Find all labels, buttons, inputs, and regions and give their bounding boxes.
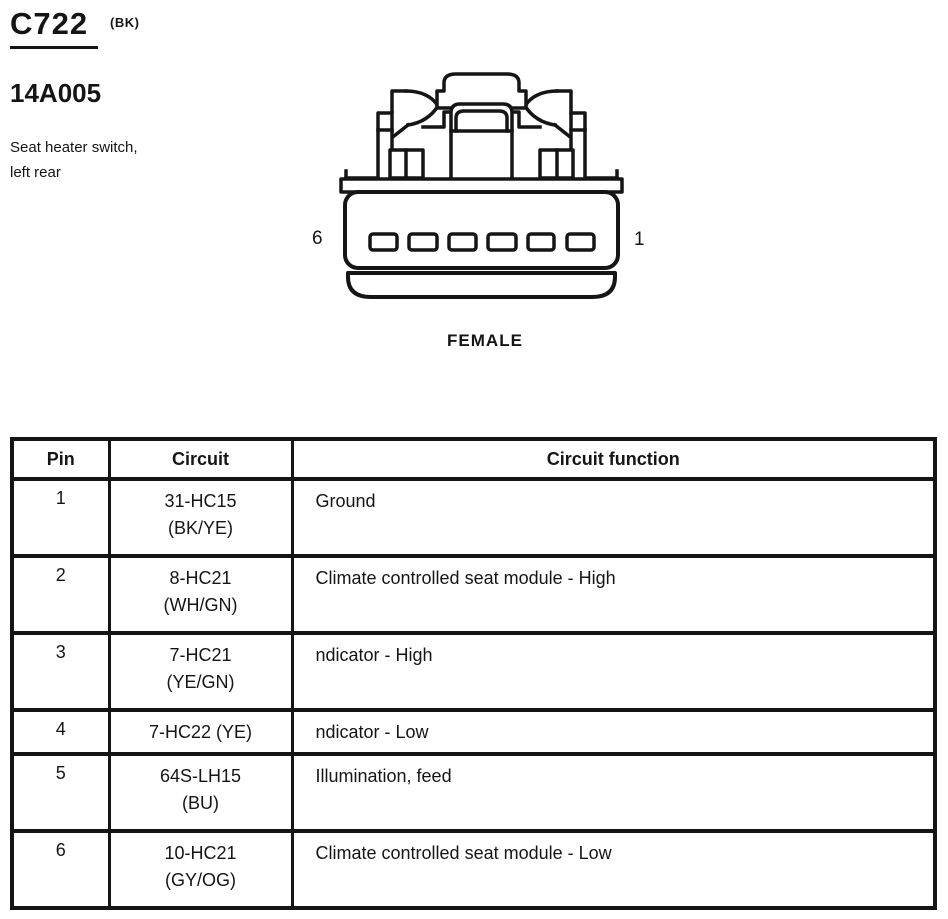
circuit-cell (109, 479, 292, 556)
circuit-line-1: 10-HC21 (164, 843, 237, 863)
pin-cell: 3 (12, 633, 109, 710)
circuit-line-2: (WH/GN) (163, 595, 238, 615)
table-row (12, 710, 935, 754)
connector-color-code: (BK) (110, 15, 140, 30)
table-row (12, 754, 935, 831)
pin-cell: 4 (12, 710, 109, 754)
circuit-column-header: Circuit (109, 439, 292, 479)
female-connector-diagram-icon (330, 60, 660, 310)
circuit-cell (109, 754, 292, 831)
connector-description (10, 135, 138, 185)
circuit-line-2: (BK/YE) (167, 518, 233, 538)
circuit-cell (109, 710, 292, 754)
circuit-line-1: 64S-LH15 (159, 766, 242, 786)
circuit-line-2: (GY/OG) (165, 870, 236, 890)
connector-gender-label: FEMALE (447, 331, 523, 350)
table-row (12, 831, 935, 908)
table-header-row (12, 439, 935, 479)
pin-cell: 2 (12, 556, 109, 633)
circuit-function-cell: Ground (292, 479, 935, 556)
circuit-function-cell: Climate controlled seat module - High (292, 556, 935, 633)
description-line-2: left rear (10, 164, 61, 181)
circuit-function-cell: Illumination, feed (292, 754, 935, 831)
description-line-1: Seat heater switch, (10, 139, 138, 156)
page-title: C722 (10, 6, 89, 41)
part-number: 14A005 (10, 78, 102, 108)
circuit-function-column-header: Circuit function (292, 439, 935, 479)
circuit-line-2: (YE/GN) (166, 672, 235, 692)
circuit-function-cell: Climate controlled seat module - Low (292, 831, 935, 908)
table-row (12, 633, 935, 710)
circuit-line-1: 7-HC21 (169, 645, 232, 665)
circuit-cell (109, 831, 292, 908)
circuit-line-2: (BU) (182, 793, 219, 813)
circuit-line-1: 8-HC21 (169, 568, 232, 588)
pin-cell: 6 (12, 831, 109, 908)
pin-cell: 5 (12, 754, 109, 831)
circuit-line-1: 7-HC22 (YE) (148, 722, 253, 742)
circuit-function-cell: ndicator - High (292, 633, 935, 710)
pin-column-header: Pin (12, 439, 109, 479)
pin-1-label: 1 (634, 229, 645, 250)
circuit-cell (109, 633, 292, 710)
pin-cell: 1 (12, 479, 109, 556)
circuit-line-1: 31-HC15 (164, 491, 237, 511)
pinout-table (10, 437, 937, 910)
pin-6-label: 6 (312, 228, 323, 249)
table-row (12, 556, 935, 633)
circuit-cell (109, 556, 292, 633)
circuit-function-cell: ndicator - Low (292, 710, 935, 754)
title-underline (10, 46, 98, 49)
table-row (12, 479, 935, 556)
